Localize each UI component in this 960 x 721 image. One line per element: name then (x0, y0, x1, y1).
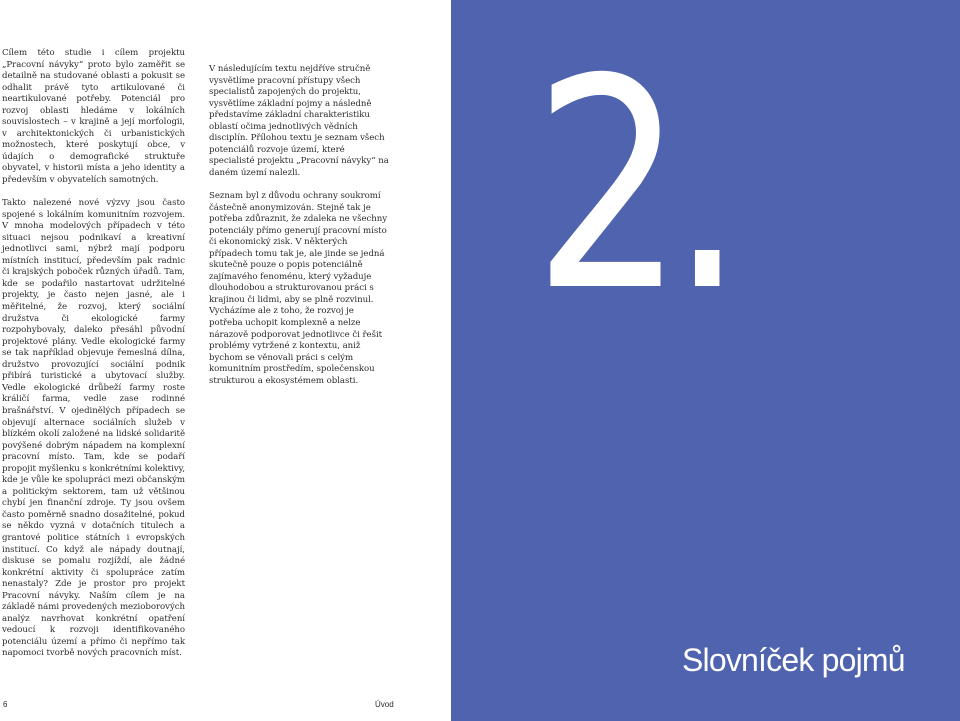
right-paragraph-2: Seznam byl z důvodu ochrany soukromí částečně anonymizován. Stejně tak je potřeba zdůraznit, že zdaleka ne všechny potenciály přímo generují pracovní místo či ekonomický zisk. V některých případech tomu tak je, ale jinde se jedná skutečně pouze o popis potenciálně zajímavého fenoménu, který vyžaduje dlouhodobou a strukturovanou práci s krajinou či lidmi, aby se plně rozvinul. Vycházíme ale z toho, že rozvoj je potřeba uchopit komplexně a nelze nárazově podporovat jednotlivce či řešit problémy vytržené z kontextu, aniž bychom se věnovali práci s celým komunitním prostředím, společenskou strukturou a ekosystémem oblasti. (209, 191, 388, 386)
right-text-column (209, 64, 389, 399)
left-text-column (2, 48, 185, 672)
footer-section-label: Úvod (375, 700, 394, 709)
chapter-title: Slovníček pojmů (682, 642, 905, 678)
left-paragraph-1: Cílem této studie i cílem projektu „Pracovní návyky“ proto bylo zaměřit se detailně na studované oblasti a pokusit se odhalit právě tyto artikulované či neartikulované potřeby. Potenciál pro rozvoj oblasti hledáme v lokálních souvislostech – v krajině a její morfologii, v architektonických či urbanistických možnostech, které poskytují obce, v údajích o demografické struktuře obyvatel, v historii místa a jeho identity a především v obyvatelích samotných. (2, 48, 185, 186)
page-number: 6 (3, 700, 8, 709)
right-paragraph-1: V následujícím textu nejdříve stručně vysvětlíme pracovní přístupy všech specialistů zapojených do projektu, vysvětlíme základní pojmy a následně představíme základní charakteristiku oblastí očima jednotlivých vědních disciplín. Přílohou textu je seznam všech potenciálů rozvoje území, které specialisté projektu „Pracovní návyky“ na daném území nalezli. (209, 64, 389, 178)
chapter-number: 2. (533, 18, 731, 355)
left-paragraph-2: Takto nalezené nové výzvy jsou často spojené s lokálním komunitním rozvojem. V mnoha modelových případech v této situaci nejsou podnikaví a kreativní jednotlivci sami, nýbrž mají podporu místních institucí, především pak radnic či krajských poboček různých úřadů. Tam, kde se podařilo nastartovat udržitelné projekty, je často nejen jasné, ale i měřitelné, že rozvoj, který sociální družstva či ekologické farmy rozpohybovaly, daleko přesáhl původní projektové plány. Vedle ekologické farmy se tak například objevuje řemeslná dílna, družstvo provozující sociální podnik přibírá turistické a ubytovací služby. Vedle ekologické drůbeží farmy roste králičí farma, vedle zase rodinné brašnářství. V ojedinělých případech se objevují alternace sociálních služeb v blízkém okolí založené na lidské solidaritě povýšené dobrým nápadem na komplexní pracovní místo. Tam, kde se podaří propojit myšlenku s konkrétními kolektivy, kde je vůle ke spolupráci mezi občanským a politickým sektorem, tam už většinou chybí jen finanční zdroje. Ty jsou ovšem často poměrně snadno dosažitelné, pokud se někdo vyzná v dotačních titulech a grantové politice státních i evropských institucí. Co když ale nápady doutnají, diskuse se pomalu rozjíždí, ale žádné konkrétní aktivity či spolupráce zatím nenastaly? Zde je prostor pro projekt Pracovní návyky. Naším cílem je na základě námi provedených mezioborových analýz navrhovat konkrétní opatření vedoucí k rozvoji identifikovaného potenciálu území a přímo či nepřímo tak napomoci tvorbě nových pracovních míst. (2, 198, 185, 659)
